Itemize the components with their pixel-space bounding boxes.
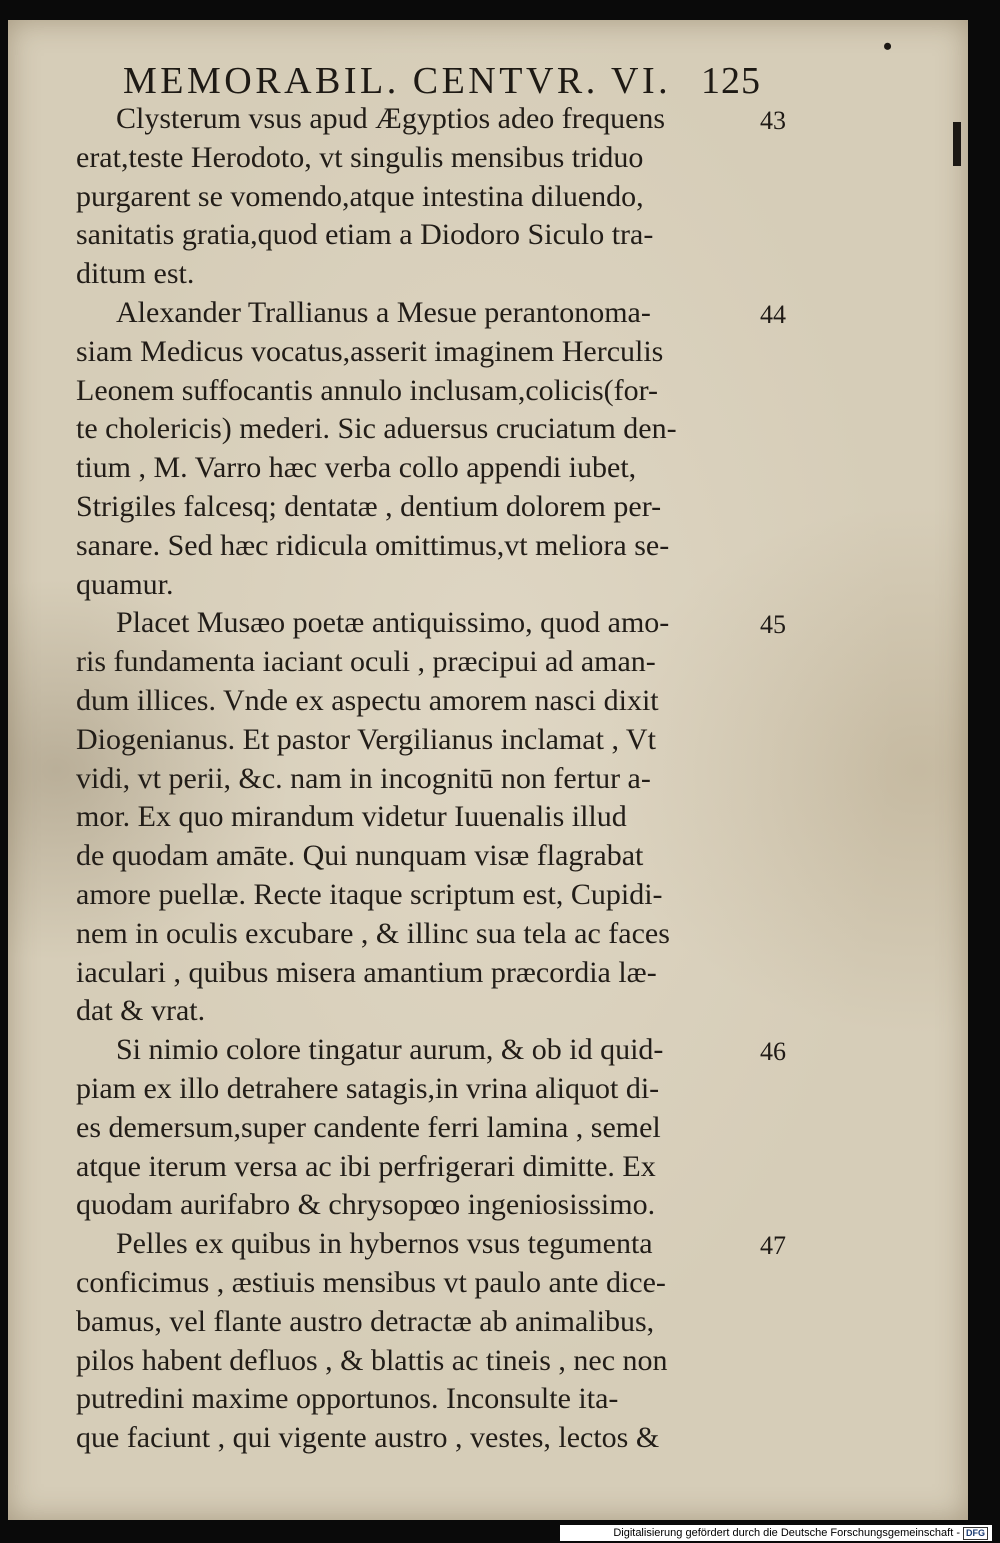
text-line: Leonem suffocantis annulo inclusam,colicis(for- <box>76 373 659 407</box>
marginal-number: 46 <box>760 1037 786 1067</box>
marginal-number: 43 <box>760 106 786 135</box>
text-line: putredini maxime opportunos. Inconsulte ita- <box>76 1382 619 1416</box>
text-line: pilos habent defluos , & blattis ac tineis , nec non <box>76 1343 668 1377</box>
text-line: quodam aurifabro & chrysopœo ingeniosissimo. <box>76 1188 656 1222</box>
page-number: 125 <box>701 60 761 102</box>
paragraph <box>76 604 766 1031</box>
text-line: conficimus , æstiuis mensibus vt paulo ante dice- <box>76 1265 666 1299</box>
text-line: tium , M. Varro hæc verba collo appendi iubet, <box>76 451 637 485</box>
page-edge-mark <box>953 122 961 166</box>
text-line: piam ex illo detrahere satagis,in vrina aliquot di- <box>76 1071 660 1105</box>
text-line: amore puellæ. Recte itaque scriptum est, Cupidi- <box>76 877 663 911</box>
text-line: dum illices. Vnde ex aspectu amorem nasci dixit <box>76 683 659 717</box>
text-line: vidi, vt perii, &c. nam in incognitū non fertur a- <box>76 761 651 795</box>
ink-mark: • <box>883 32 893 61</box>
marginal-number: 47 <box>760 1231 786 1261</box>
text-line: dat & vrat. <box>76 994 206 1028</box>
text-line: que faciunt , qui vigente austro , vestes, lectos & <box>76 1421 660 1455</box>
paragraph <box>76 294 766 604</box>
marginal-number: 44 <box>760 300 786 329</box>
text-line: iaculari , quibus misera amantium præcordia læ- <box>76 955 657 989</box>
text-line: ditum est. <box>76 257 195 291</box>
text-line: sanare. Sed hæc ridicula omittimus,vt meliora se- <box>76 528 670 562</box>
text-line: es demersum,super candente ferri lamina , semel <box>76 1110 661 1144</box>
digitization-credit <box>560 1525 992 1541</box>
text-line: siam Medicus vocatus,asserit imaginem Herculis <box>76 334 664 368</box>
text-line: Placet Musæo poetæ antiquissimo, quod amo- <box>116 606 670 640</box>
text-line: atque iterum versa ac ibi perfrigerari dimitte. Ex <box>76 1149 656 1183</box>
text-line: bamus, vel flante austro detractæ ab animalibus, <box>76 1304 655 1338</box>
dfg-logo: DFG <box>963 1527 988 1540</box>
body-text <box>76 100 766 1458</box>
text-line: Clysterum vsus apud Ægyptios adeo frequens <box>116 102 666 135</box>
paragraph <box>76 1225 766 1458</box>
running-header <box>123 56 763 106</box>
text-line: mor. Ex quo mirandum videtur Iuuenalis illud <box>76 800 627 834</box>
paragraph <box>76 100 766 294</box>
credit-text: Digitalisierung gefördert durch die Deutsche Forschungsgemeinschaft - <box>613 1527 960 1539</box>
text-line: Diogenianus. Et pastor Vergilianus inclamat , Vt <box>76 722 656 756</box>
text-line: sanitatis gratia,quod etiam a Diodoro Siculo tra- <box>76 218 654 252</box>
text-line: erat,teste Herodoto, vt singulis mensibus triduo <box>76 140 644 174</box>
text-line: Alexander Trallianus a Mesue perantonoma- <box>116 295 651 329</box>
text-line: de quodam amāte. Qui nunquam visæ flagrabat <box>76 839 644 873</box>
text-line: Pelles ex quibus in hybernos vsus tegumenta <box>116 1227 653 1261</box>
running-title: MEMORABIL. CENTVR. VI. <box>123 60 672 102</box>
text-line: quamur. <box>76 567 174 601</box>
text-line: te cholericis) mederi. Sic aduersus cruciatum den- <box>76 412 677 446</box>
paragraph <box>76 1031 766 1225</box>
text-line: nem in oculis excubare , & illinc sua tela ac faces <box>76 916 670 950</box>
text-line: Si nimio colore tingatur aurum, & ob id quid- <box>116 1033 664 1067</box>
text-line: purgarent se vomendo,atque intestina diluendo, <box>76 179 644 213</box>
text-line: ris fundamenta iaciant oculi , præcipui ad aman- <box>76 645 656 679</box>
text-line: Strigiles falcesq; dentatæ , dentium dolorem per- <box>76 489 662 523</box>
marginal-number: 45 <box>760 610 786 640</box>
